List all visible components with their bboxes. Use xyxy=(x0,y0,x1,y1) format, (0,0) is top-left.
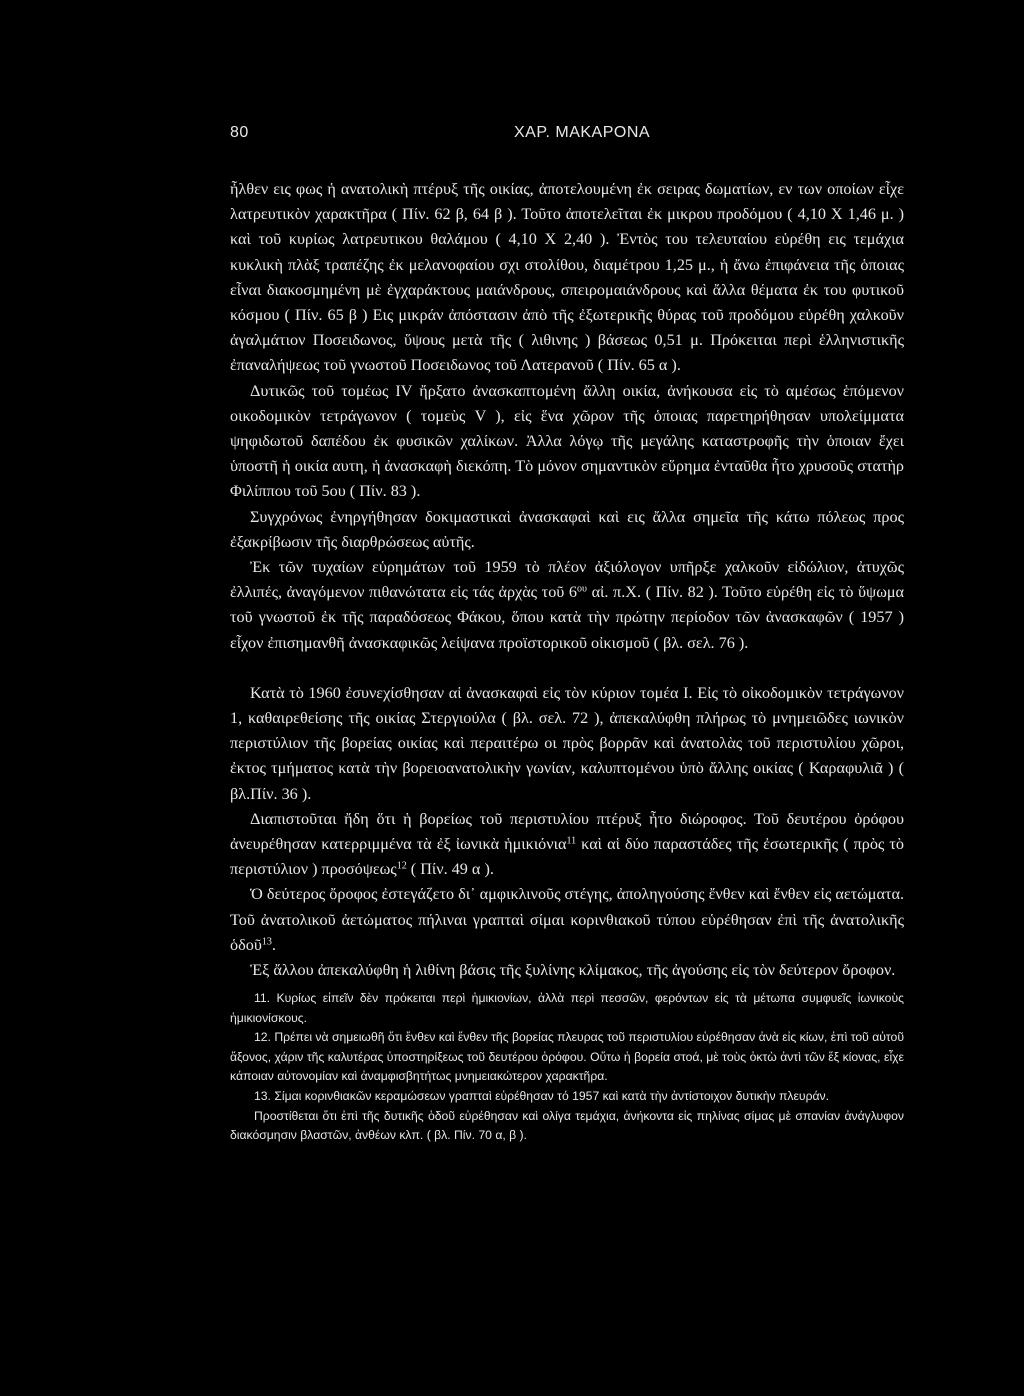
page-header xyxy=(220,124,920,148)
paragraph-6-text-b: καὶ αἱ δύο παραστάδες τῆς ἐσωτερικῆς ( πρὸς τὸ περιστύλιον ) προσόψεως xyxy=(230,835,904,879)
paragraph-7-text-a: Ὁ δεύτερος ὄροφος ἐστεγάζετο δι᾽ αμφικλινοῦς στέγης, ἀποληγούσης ἔνθεν καὶ ἔνθεν εἰς αετώματα. Τοῦ ἀνατολικοῦ ἀετώματος πήλιναι γραπταὶ σίμαι κορινθιακοῦ τύπου εὑρέθησαν ἐπὶ τῆς ἀνατολικῆς ὁδοῦ xyxy=(230,885,904,954)
footnote-13-continued: Προστίθεται ὅτι ἐπὶ τῆς δυτικῆς ὁδοῦ εὑρέθησαν καὶ ολίγα τεμάχια, ἀνήκοντα εἰς πηλίνας σίμας μὲ σπανίαν ἀνάγλυφον διακόσμησιν βλαστῶν, ἀνθέων κλπ. ( βλ. Πίν. 70 α, β ). xyxy=(230,1108,904,1143)
paragraph-7 xyxy=(230,882,904,958)
paragraph-4 xyxy=(230,555,904,656)
paragraph-2: Δυτικῶς τοῦ τομέως IV ἤρξατο ἀνασκαπτομένη ἄλλη οικία, ἀνήκουσα εἰς τὸ αμέσως ἑπόμενον οικοδομικὸν τετράγωνον ( τομεὺς V ), εἰς ἕνα χῶρον τῆς ὁποιας παρετηρήθησαν υπολείμματα ψηφιδωτοῦ δαπέδου ἐκ φυσικῶν χαλίκων. Ἀλλα λόγῳ τῆς μεγάλης καταστροφῆς τὴν ὁποιαν ἔχει ὑποστῆ ἡ οικία αυτη, ἡ ἀνασκαφὴ διεκόπη. Τὸ μόνον σημαντικὸν εὕρημα ἐνταῦθα ἦτο χρυσοῦς στατὴρ Φιλίππου τοῦ 5ου ( Πίν. 83 ). xyxy=(230,381,904,501)
paragraph-6-text-c: ( Πίν. 49 α ). xyxy=(406,860,494,879)
paragraph-1: ἦλθεν εις φως ἡ ανατολικὴ πτέρυξ τῆς οικίας, ἀποτελουμένη ἐκ σειρας δωματίων, εν των οποίων εἶχε λατρευτικὸν χαρακτῆρα ( Πίν. 62 β, 64 β ). Τοῦτο ἀποτελεῖται ἐκ μικρου προδόμου ( 4,10 X 1,46 μ. ) καὶ τοῦ κυρίως λατρευτικου θαλάμου ( 4,10 X 2,40 ). Ἐντὸς του τελευταίου εὑρέθη εις τεμάχια κυκλικὴ πλὰξ τραπέζης ἐκ μελανοφαίου σχι στολίθου, διαμέτρου 1,25 μ., ἡ ἄνω ἐπιφάνεια τῆς ὁποιας εἶναι διακοσμημένη μὲ ἐγχαράκτους μαιάνδρους, σπειρομαιάνδρους καὶ ἄλλα θέματα ἐκ του φυτικοῦ κόσμου ( Πίν. 65 β ) Εις μικράν ἀπόστασιν ἀπὸ τῆς ἐξωτερικῆς θύρας τοῦ προδόμου εὑρέθη χαλκοῦν ἀγαλμάτιον Ποσειδωνος, ὕψους μετὰ τῆς ( λιθινης ) βάσεως 0,51 μ. Πρόκειται περὶ ἑλληνιστικῆς ἐπαναλήψεως τοῦ γνωστοῦ Ποσειδωνος τοῦ Λατερανοῦ ( Πίν. 65 α ). xyxy=(230,180,904,375)
paragraph-4-text-a: Ἐκ τῶν τυχαίων εὑρημάτων τοῦ 1959 τὸ πλέον ἀξιόλογον υπῆρξε χαλκοῦν εἰδώλιον, ἀτυχῶς ἐλλιπές, ἀναγόμενον πιθανώτατα εἰς τάς ἀρχὰς τοῦ 6 xyxy=(230,558,904,602)
footnote-13: 13. Σίμαι κορινθιακῶν κεραμώσεων γραπταὶ εὑρέθησαν τό 1957 καὶ κατὰ τὴν ἀντίστοιχον δυτικὴν πλευράν. xyxy=(254,1088,830,1103)
page-number: 80 xyxy=(230,124,249,141)
footnote-ref-12: 12 xyxy=(396,860,407,872)
running-head: ΧΑΡ. ΜΑΚΑΡΟΝΑ xyxy=(514,124,651,141)
paragraph-8: Ἐξ ἄλλου ἀπεκαλύφθη ἡ λιθίνη βάσις τῆς ξυλίνης κλίμακος, τῆς ἀγούσης εἰς τὸν δεύτερον ὄροφον. xyxy=(250,961,896,980)
footnote-ref-13: 13 xyxy=(261,936,272,948)
footnote-11: 11. Κυρίως εἰπεῖν δὲν πρόκειται περὶ ἡμικιονίων, ἀλλὰ περὶ πεσσῶν, φερόντων εἰς τὰ μέτωπα συμφυεῖς ἰωνικοὺς ἡμικιονίσκους. xyxy=(230,991,904,1025)
paragraph-6-text-a: Διαπιστοῦται ἤδη ὅτι ἡ βορείως τοῦ περιστυλίου πτέρυξ ἦτο διώροφος. Τοῦ δευτέρου ὀρόφου ἀνευρέθησαν κατερριμμένα τὰ ἐξ ἰωνικὰ ἡμικιόνια xyxy=(230,809,904,854)
paragraph-6 xyxy=(230,807,904,883)
footnotes xyxy=(230,989,904,1146)
main-text xyxy=(230,177,904,983)
paragraph-4-text-b: αἰ. π.Χ. ( Πίν. 82 ). Τοῦτο εὑρέθη εἰς τὸ ὕψωμα τοῦ γνωστοῦ ἐκ τῆς παραδόσεως Φάκου, ὅπου κατὰ τὴν πρώτην περίοδον τῶν ἀνασκαφῶν ( 1957 ) εἶχον ἐπισημανθῆ ἀνασκαφικῶς λείψανα προϊστορικοῦ οἰκισμοῦ ( βλ. σελ. 76 ). xyxy=(230,583,905,652)
footnote-12: 12. Πρέπει νὰ σημειωθῆ ὅτι ἔνθεν καὶ ἔνθεν τῆς βορείας πλευρας τοῦ περιστυλίου εὑρέθησαν ἀνὰ εἰς κίων, ἐπὶ τοῦ αὐτοῦ ἄξονος, χάριν τῆς καλυτέρας ὑποστηρίξεως τοῦ δευτέρου ὀρόφου. Οὕτω ἡ βορεία στοά, μὲ τοὺς ὀκτὼ ἀντὶ τῶν ἕξ κίονας, εἶχε κάποιαν αὐτονομίαν καὶ ἀναμφισβητήτως μνημειακώτερον χαρακτῆρα. xyxy=(230,1030,904,1084)
paragraph-3: Συγχρόνως ἐνηργήθησαν δοκιμαστικαὶ ἀνασκαφαὶ καὶ εις ἄλλα σημεῖα τῆς κάτω πόλεως προς ἐξακρίβωσιν τῆς διαρθρώσεως αὐτῆς. xyxy=(230,507,904,551)
paragraph-7-text-b: . xyxy=(271,935,276,954)
superscript-ordinal: ου xyxy=(577,583,587,595)
paragraph-5: Κατὰ τὸ 1960 ἐσυνεχίσθησαν αἱ ἀνασκαφαὶ εἰς τὸν κύριον τομέα I. Εἰς τὸ οἰκοδομικὸν τετράγωνον 1, καθαιρεθείσης τῆς οικίας Στεργιούλα ( βλ. σελ. 72 ), ἀπεκαλύφθη πλήρως τὸ μνημειῶδες ιωνικὸν περιστύλιον τῆς βορείας οικίας καὶ περαιτέρω οι πρὸς βορρᾶν καὶ ἀνατολὰς τοῦ περιστυλίου χῶροι, ἐκτος τμήματος κατὰ τὴν βορειοανατολικὴν γωνίαν, καλυπτομένου ὑπὸ ἄλλης οικίας ( Καραφυλιᾶ ) ( βλ.Πίν. 36 ). xyxy=(230,683,904,803)
footnote-ref-11: 11 xyxy=(566,835,577,847)
